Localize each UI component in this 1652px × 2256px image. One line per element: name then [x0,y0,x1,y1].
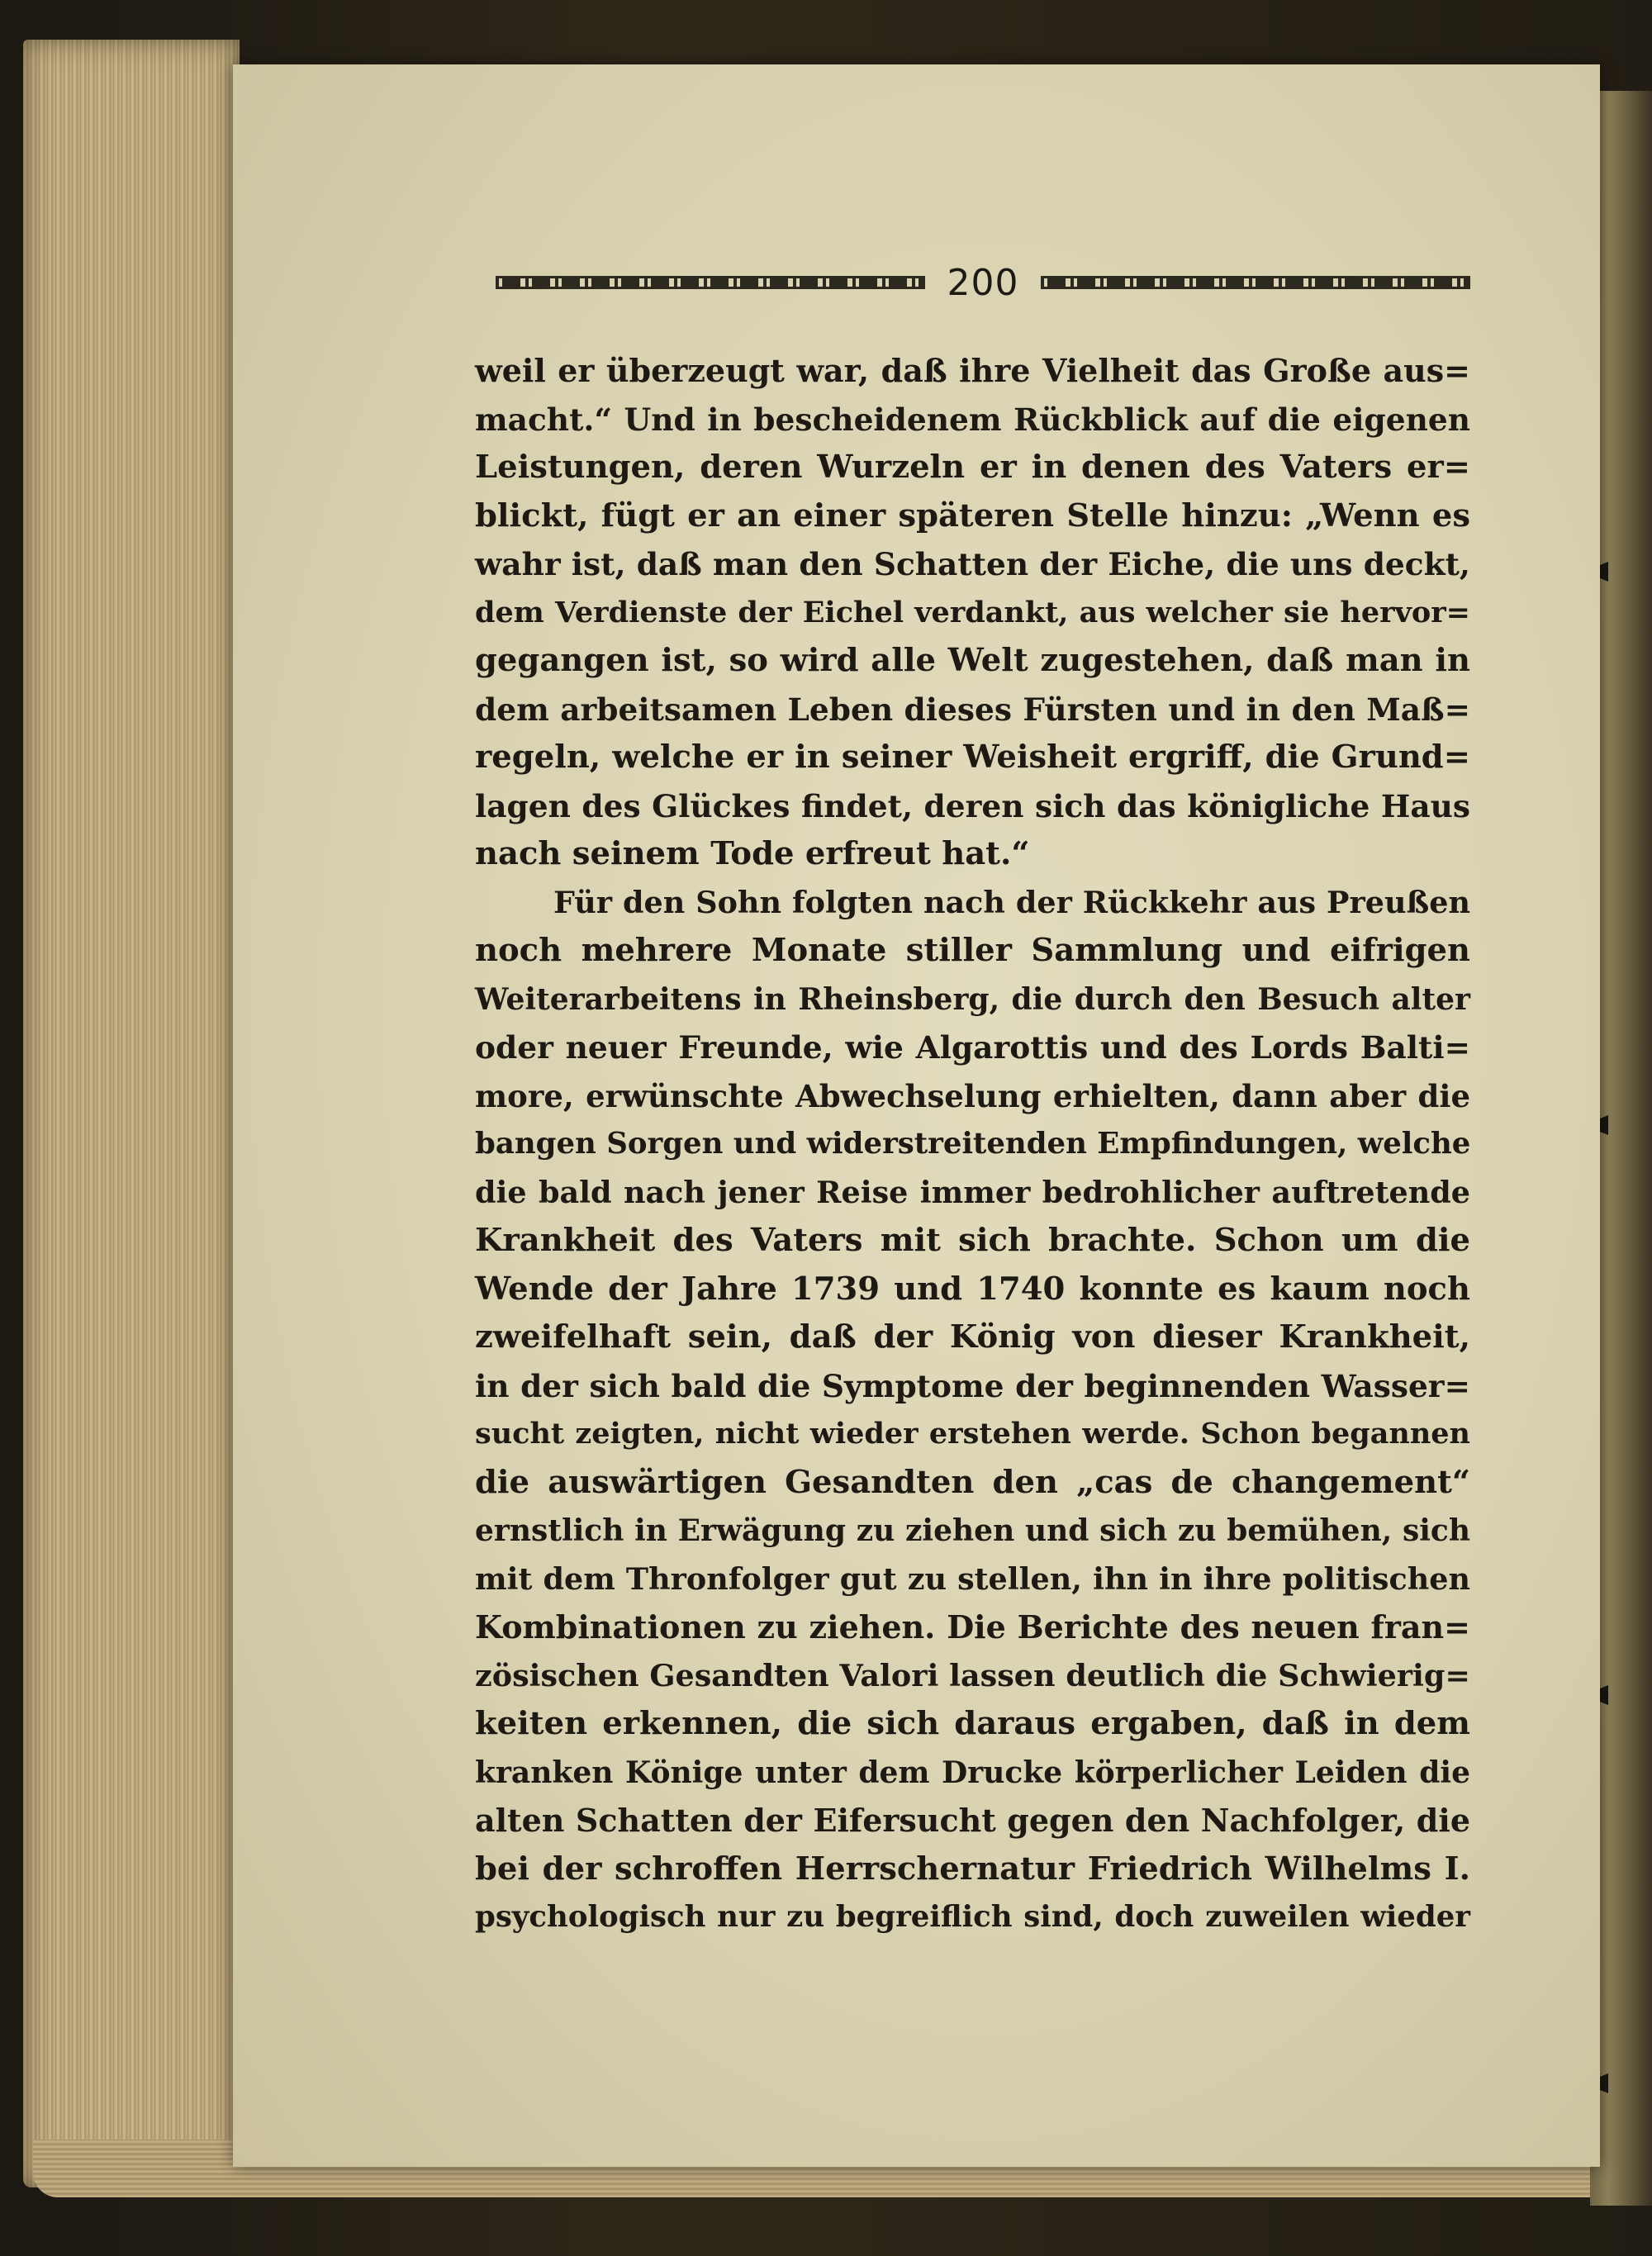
text-line: gegangen ist, so wird alle Welt zugestehen, daß man in [475,642,1470,679]
text-line: bangen Sorgen und widerstreitenden Empfindungen, welche [475,1127,1471,1161]
paragraph-2 [475,879,1470,1942]
text-line: dem Verdienste der Eichel verdankt, aus welcher sie hervor= [475,595,1470,629]
text-line: zösischen Gesandten Valori lassen deutlich die Schwierig= [475,1657,1470,1693]
text-line: alten Schatten der Eifersucht gegen den Nachfolger, die [475,1802,1470,1839]
paragraph-1 [475,347,1470,879]
page-body [475,347,1470,1942]
text-line: psychologisch nur zu begreiflich sind, doch zuweilen wieder [475,1900,1470,1934]
text-line: kranken Könige unter dem Drucke körperlicher Leiden die [475,1755,1470,1790]
text-line: zweifelhaft sein, daß der König von dieser Krankheit, [475,1318,1470,1356]
text-line: dem arbeitsamen Leben dieses Fürsten und in den Maß= [475,691,1470,728]
text-line: weil er überzeugt war, daß ihre Vielheit das Große aus= [475,352,1470,389]
text-line: ernstlich in Erwägung zu ziehen und sich zu bemühen, sich [475,1513,1470,1548]
text-line: die bald nach jener Reise immer bedrohlicher auftretende [475,1174,1470,1210]
header-ornament-left [496,276,925,289]
text-line: regeln, welche er in seiner Weisheit ergriff, die Grund= [475,739,1470,776]
text-line: nach seinem Tode erfreut hat.“ [475,835,1030,872]
running-header [496,258,1470,307]
text-line: Leistungen, deren Wurzeln er in denen des Vaters er= [475,449,1470,486]
text-line: mit dem Thronfolger gut zu stellen, ihn in ihre politischen [475,1560,1470,1597]
text-line: sucht zeigten, nicht wieder erstehen werde. Schon begannen [475,1417,1470,1451]
text-line: noch mehrere Monate stiller Sammlung und eifrigen [475,932,1470,969]
text-line: in der sich bald die Symptome der beginnenden Wasser= [475,1367,1470,1404]
text-line: bei der schroffen Herrschernatur Friedrich Wilhelms I. [475,1850,1470,1888]
text-line: oder neuer Freunde, wie Algarottis und des Lords Balti= [475,1029,1470,1066]
text-line: Für den Sohn folgten nach der Rückkehr aus Preußen [553,884,1470,920]
text-line: keiten erkennen, die sich daraus ergaben, daß in dem [475,1705,1470,1742]
text-line: wahr ist, daß man den Schatten der Eiche, die uns deckt, [475,546,1470,582]
text-line: lagen des Glückes findet, deren sich das königliche Haus [475,787,1470,824]
text-line: Krankheit des Vaters mit sich brachte. Schon um die [475,1222,1470,1259]
text-line: macht.“ Und in bescheidenem Rückblick auf die eigenen [475,401,1470,438]
text-line: blickt, fügt er an einer späteren Stelle hinzu: „Wenn es [475,496,1470,534]
text-line: die auswärtigen Gesandten den „cas de changement“ [475,1463,1470,1501]
text-line: Wende der Jahre 1739 und 1740 konnte es kaum noch [475,1270,1470,1308]
header-ornament-right [1041,276,1470,289]
page-number: 200 [947,261,1019,304]
text-line: Kombinationen zu ziehen. Die Berichte des neuen fran= [475,1608,1470,1646]
page-edges-stack [23,40,240,2187]
text-line: Weiterarbeitens in Rheinsberg, die durch den Besuch alter [475,981,1470,1017]
text-line: more, erwünschte Abwechselung erhielten, dann aber die [475,1077,1470,1114]
